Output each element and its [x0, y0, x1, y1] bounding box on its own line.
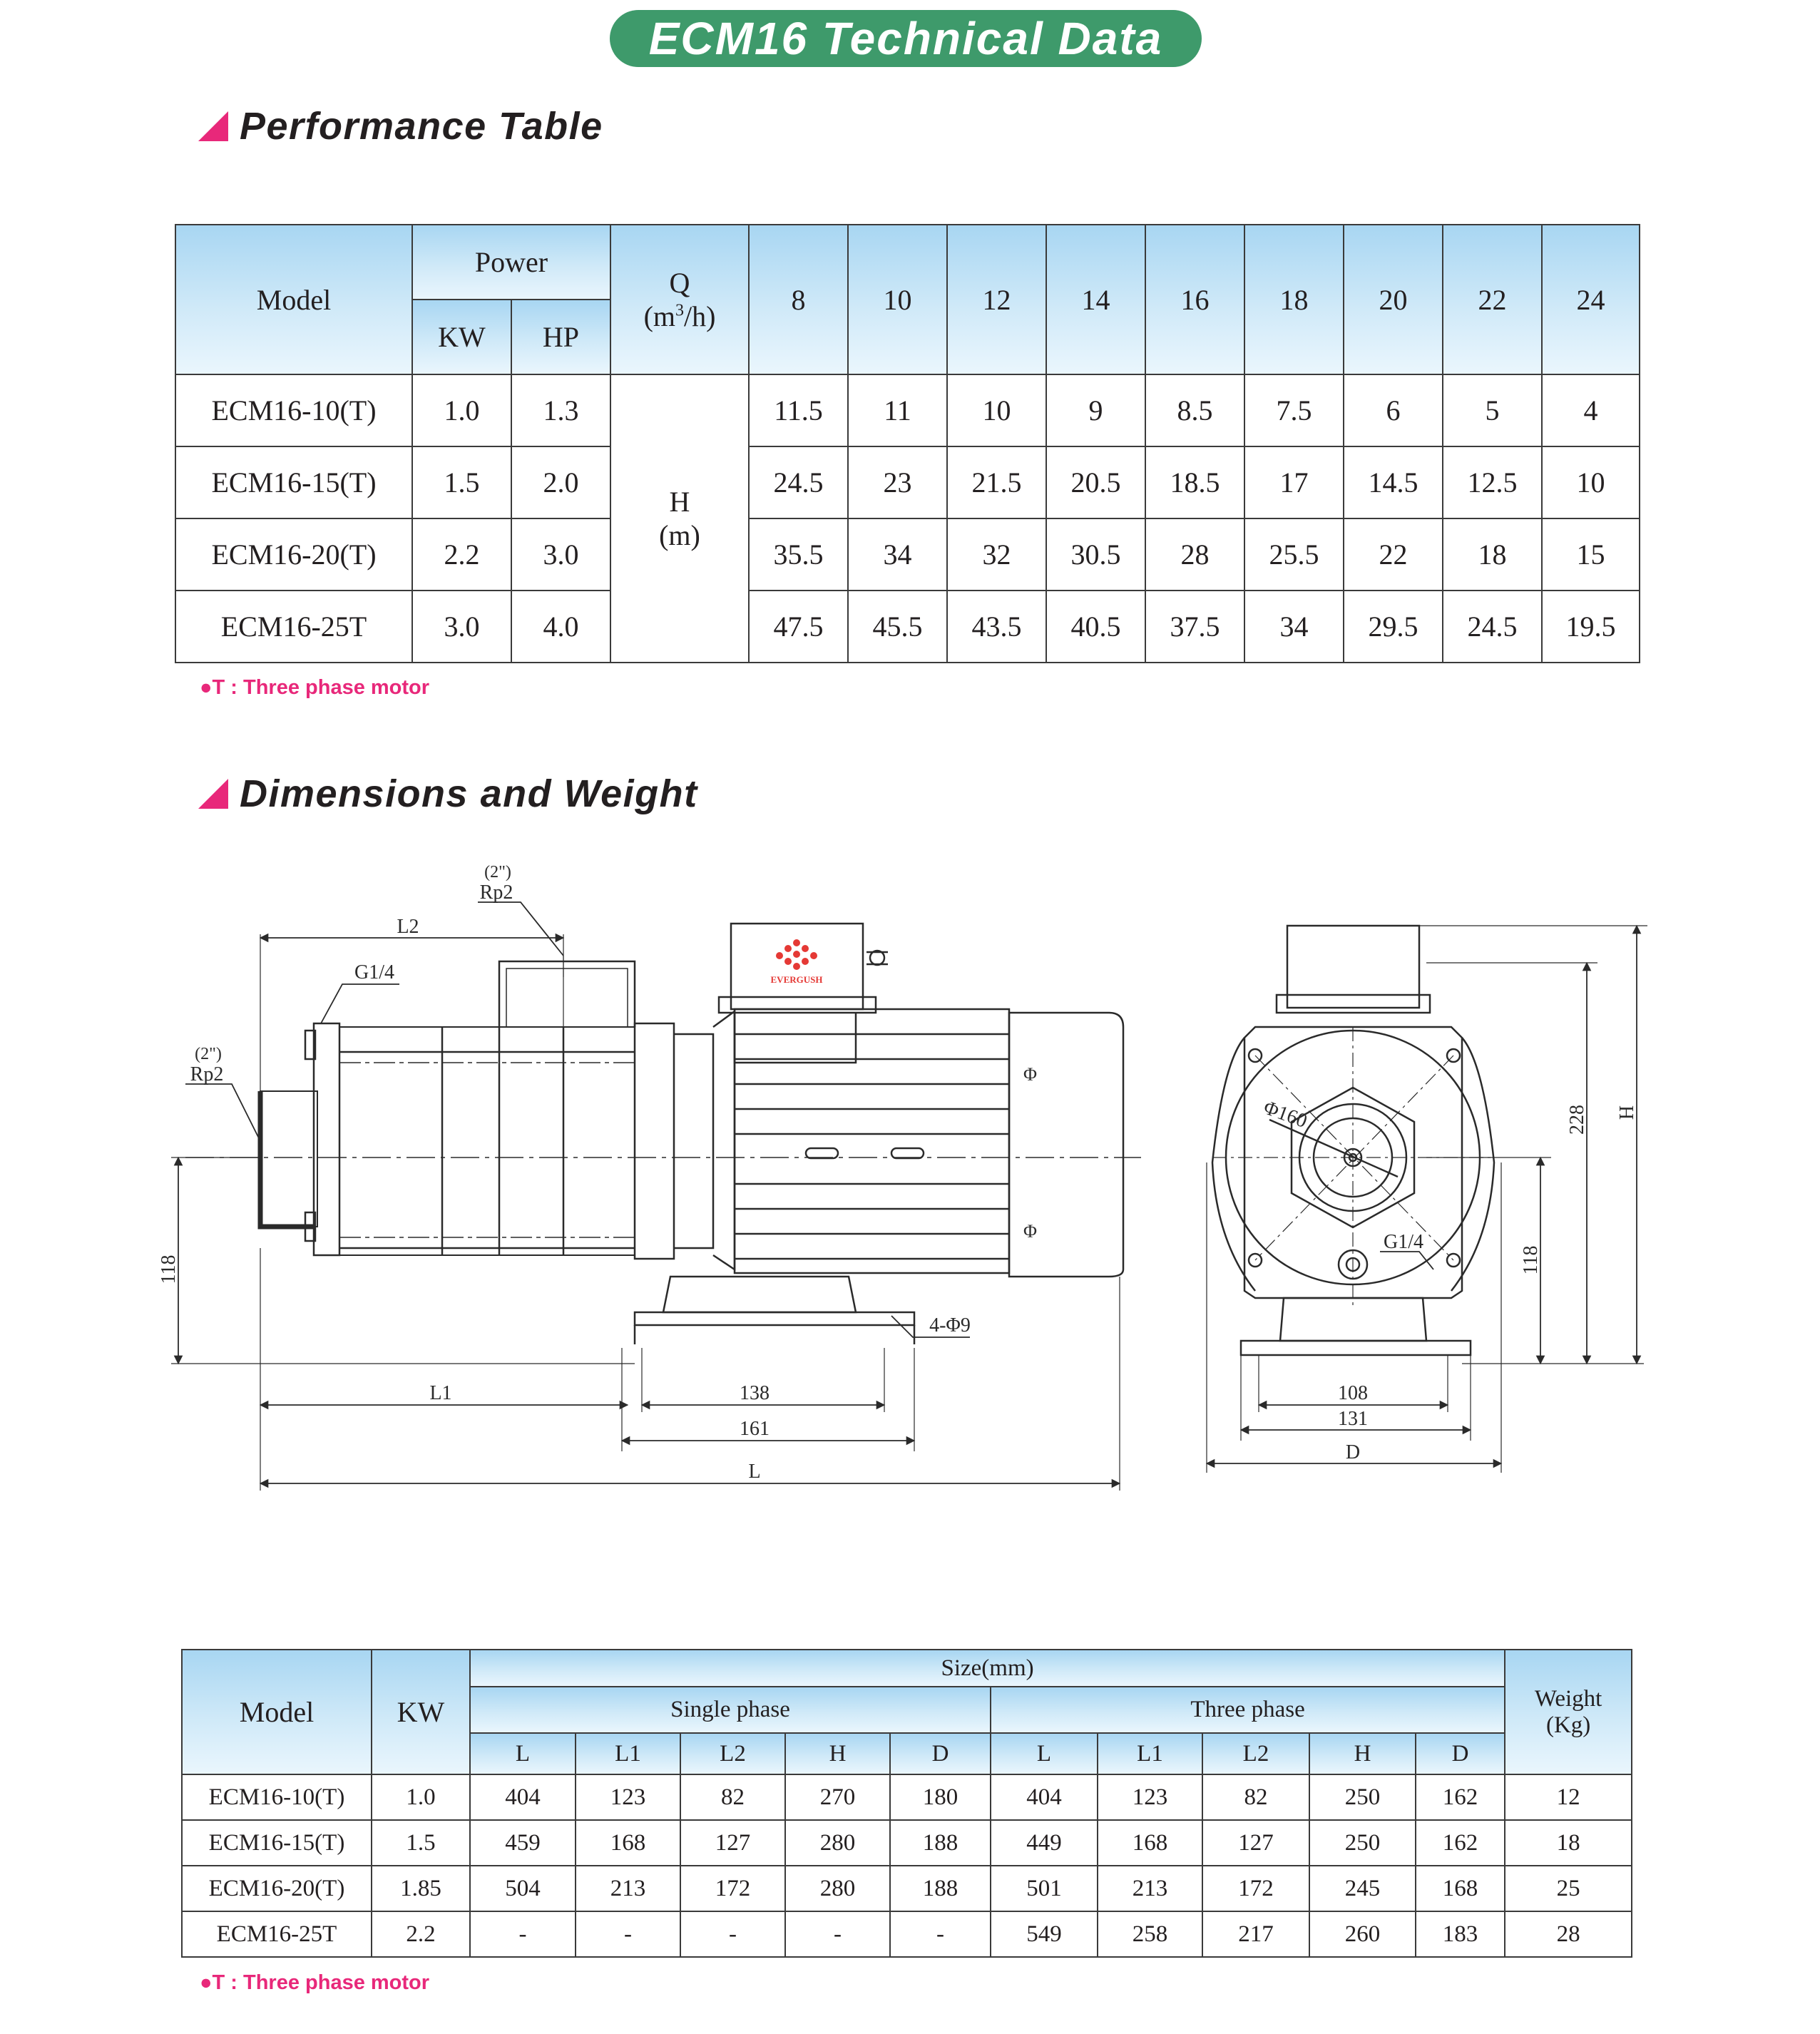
cell-head: 12.5: [1443, 446, 1542, 518]
cell-three: 250: [1309, 1774, 1416, 1820]
cell-head: 18.5: [1145, 446, 1244, 518]
header-kw: KW: [372, 1650, 470, 1774]
cell-single: 180: [890, 1774, 991, 1820]
cell-head: 24.5: [749, 446, 848, 518]
logo-dot: [784, 958, 792, 965]
cell-head: 45.5: [848, 591, 947, 663]
cell-weight: 18: [1505, 1820, 1632, 1866]
cell-three: 168: [1098, 1820, 1202, 1866]
cell-head: 47.5: [749, 591, 848, 663]
dim-108: 108: [1338, 1382, 1368, 1404]
rp2-left-size: (2"): [195, 1045, 222, 1063]
head-label: H: [669, 486, 690, 518]
cell-single: -: [470, 1911, 576, 1957]
cell-single: 213: [576, 1866, 680, 1911]
evergush-logo: [771, 939, 823, 985]
header-flow-value: 20: [1344, 225, 1443, 374]
cell-three: 217: [1202, 1911, 1309, 1957]
rp2-top-size: (2"): [484, 863, 511, 881]
header-col: L1: [1098, 1733, 1202, 1774]
header-col: L2: [1202, 1733, 1309, 1774]
header-weight: [1505, 1650, 1632, 1774]
q-unit-sup: 3: [675, 301, 684, 320]
cell-model: ECM16-10(T): [182, 1774, 372, 1820]
cell-head: 34: [1244, 591, 1344, 663]
cell-head: 7.5: [1244, 374, 1344, 446]
cell-single: 404: [470, 1774, 576, 1820]
logo-dot: [776, 952, 783, 959]
header-power: Power: [412, 225, 610, 300]
header-q-label: Q: [669, 267, 690, 299]
cell-hp: 3.0: [511, 518, 610, 591]
cell-kw: 2.2: [412, 518, 511, 591]
cell-single: 127: [680, 1820, 785, 1866]
cell-single: 504: [470, 1866, 576, 1911]
cell-head: 17: [1244, 446, 1344, 518]
cell-single: 280: [785, 1866, 890, 1911]
cell-single: -: [785, 1911, 890, 1957]
header-col: L: [470, 1733, 576, 1774]
dim-138: 138: [740, 1382, 770, 1404]
header-kw: KW: [412, 300, 511, 374]
g14-side-label: G1/4: [354, 961, 394, 983]
header-flow-value: 18: [1244, 225, 1344, 374]
cell-three: 549: [991, 1911, 1098, 1957]
cell-head: 15: [1542, 518, 1640, 591]
cell-head: 28: [1145, 518, 1244, 591]
logo-dot: [793, 963, 800, 970]
cell-weight: 28: [1505, 1911, 1632, 1957]
header-col: D: [1416, 1733, 1505, 1774]
table-row: [175, 446, 1640, 518]
logo-dot: [793, 951, 800, 958]
cell-single: -: [680, 1911, 785, 1957]
rp2-top-label: Rp2: [479, 881, 513, 904]
cell-single: 168: [576, 1820, 680, 1866]
cell-kw: 1.85: [372, 1866, 470, 1911]
q-unit-base: (m: [643, 300, 675, 332]
cell-kw: 2.2: [372, 1911, 470, 1957]
dimension-drawing: [143, 849, 1676, 1519]
header-flow-value: 10: [848, 225, 947, 374]
header-q-unit: [611, 300, 748, 333]
logo-dot: [793, 939, 800, 946]
cell-model: ECM16-15(T): [175, 446, 412, 518]
cell-kw: 1.5: [412, 446, 511, 518]
cell-head: 32: [947, 518, 1046, 591]
q-unit-tail: /h): [684, 300, 716, 332]
cell-three: 245: [1309, 1866, 1416, 1911]
g14-front-label: G1/4: [1384, 1231, 1423, 1253]
cell-head: 9: [1046, 374, 1145, 446]
header-flow: [610, 225, 749, 374]
performance-table: [175, 224, 1640, 663]
header-flow-value: 24: [1542, 225, 1640, 374]
header-col: L: [991, 1733, 1098, 1774]
cell-kw: 1.5: [372, 1820, 470, 1866]
cell-three: 501: [991, 1866, 1098, 1911]
cell-three: 449: [991, 1820, 1098, 1866]
cell-model: ECM16-20(T): [182, 1866, 372, 1911]
cell-single: 459: [470, 1820, 576, 1866]
section-title-performance: Performance Table: [240, 105, 603, 148]
table-row: [182, 1911, 1632, 1957]
header-col: L2: [680, 1733, 785, 1774]
cell-three: 213: [1098, 1866, 1202, 1911]
table-row: [175, 374, 1640, 446]
cell-model: ECM16-25T: [182, 1911, 372, 1957]
cell-head: 21.5: [947, 446, 1046, 518]
l2-label: L2: [397, 916, 419, 938]
cell-head: 29.5: [1344, 591, 1443, 663]
cell-head: 24.5: [1443, 591, 1542, 663]
cell-head: 11: [848, 374, 947, 446]
page-title-banner: [610, 10, 1202, 67]
header-flow-value: 22: [1443, 225, 1542, 374]
cell-single: 270: [785, 1774, 890, 1820]
dim-161: 161: [740, 1418, 770, 1440]
cell-three: 82: [1202, 1774, 1309, 1820]
header-col: L1: [576, 1733, 680, 1774]
cell-hp: 4.0: [511, 591, 610, 663]
cell-three: 250: [1309, 1820, 1416, 1866]
cell-head: 5: [1443, 374, 1542, 446]
cell-kw: 1.0: [372, 1774, 470, 1820]
header-flow-value: 8: [749, 225, 848, 374]
cell-weight: 12: [1505, 1774, 1632, 1820]
table-row: [182, 1774, 1632, 1820]
header-model: Model: [182, 1650, 372, 1774]
cell-three: 258: [1098, 1911, 1202, 1957]
cell-head: 35.5: [749, 518, 848, 591]
svg-text:Φ: Φ: [1023, 1064, 1038, 1085]
cell-weight: 25: [1505, 1866, 1632, 1911]
header-model: Model: [175, 225, 412, 374]
cell-head: 23: [848, 446, 947, 518]
cell-kw: 3.0: [412, 591, 511, 663]
cell-three: 162: [1416, 1774, 1505, 1820]
phi160-label: Φ160: [1260, 1096, 1310, 1133]
cell-single: 188: [890, 1866, 991, 1911]
cell-three: 127: [1202, 1820, 1309, 1866]
svg-text:Φ: Φ: [1023, 1221, 1038, 1242]
header-col: H: [1309, 1733, 1416, 1774]
cell-three: 183: [1416, 1911, 1505, 1957]
cell-head: 14.5: [1344, 446, 1443, 518]
cell-head: 34: [848, 518, 947, 591]
cell-single: 123: [576, 1774, 680, 1820]
cell-model: ECM16-10(T): [175, 374, 412, 446]
logo-dot: [802, 958, 809, 965]
header-single-phase: Single phase: [470, 1687, 991, 1733]
cell-three: 162: [1416, 1820, 1505, 1866]
section-heading-dimensions: [198, 769, 698, 819]
cell-model: ECM16-15(T): [182, 1820, 372, 1866]
logo-dot: [784, 945, 792, 952]
table-row: [182, 1820, 1632, 1866]
cell-head: 20.5: [1046, 446, 1145, 518]
logo-text: EVERGUSH: [770, 974, 823, 985]
cell-single: 172: [680, 1866, 785, 1911]
three-phase-note: ●T : Three phase motor: [200, 676, 430, 699]
dim-131: 131: [1338, 1408, 1368, 1430]
l1-label: L1: [429, 1382, 452, 1404]
head-unit: (m): [659, 519, 700, 551]
pump-front-view: [1212, 926, 1494, 1355]
cell-head: 6: [1344, 374, 1443, 446]
cell-single: -: [576, 1911, 680, 1957]
header-flow-value: 14: [1046, 225, 1145, 374]
dimensions-table: [181, 1649, 1632, 1958]
cell-head: 11.5: [749, 374, 848, 446]
cell-head: 10: [947, 374, 1046, 446]
dim-228: 228: [1566, 1105, 1588, 1135]
page-title: ECM16 Technical Data: [648, 13, 1163, 64]
cell-three: 168: [1416, 1866, 1505, 1911]
three-phase-note-bottom: ●T : Three phase motor: [200, 1971, 430, 1994]
logo-dot: [810, 952, 817, 959]
cell-head: 18: [1443, 518, 1542, 591]
cell-head: 10: [1542, 446, 1640, 518]
cell-head: 19.5: [1542, 591, 1640, 663]
header-flow-value: 12: [947, 225, 1046, 374]
cell-head: 4: [1542, 374, 1640, 446]
cell-kw: 1.0: [412, 374, 511, 446]
cell-head: 40.5: [1046, 591, 1145, 663]
weight-unit: (Kg): [1545, 1712, 1591, 1738]
cell-three: 123: [1098, 1774, 1202, 1820]
cell-single: 188: [890, 1820, 991, 1866]
weight-label: Weight: [1534, 1685, 1602, 1712]
h-label: H: [1616, 1105, 1638, 1120]
cell-single: -: [890, 1911, 991, 1957]
cell-head: 25.5: [1244, 518, 1344, 591]
header-three-phase: Three phase: [991, 1687, 1505, 1733]
d-label: D: [1345, 1441, 1361, 1463]
logo-dot: [802, 945, 809, 952]
hole-label: 4-Φ9: [929, 1314, 971, 1337]
cell-head: 43.5: [947, 591, 1046, 663]
header-col: H: [785, 1733, 890, 1774]
cell-hp: 2.0: [511, 446, 610, 518]
cell-model: ECM16-25T: [175, 591, 412, 663]
cell-three: 260: [1309, 1911, 1416, 1957]
dim-118-front: 118: [1520, 1245, 1542, 1275]
header-hp: HP: [511, 300, 610, 374]
cell-head: 30.5: [1046, 518, 1145, 591]
header-size: Size(mm): [470, 1650, 1505, 1687]
table-row: [175, 591, 1640, 663]
cell-model: ECM16-20(T): [175, 518, 412, 591]
front-dimension-lines: [1207, 926, 1647, 1473]
cell-single: 280: [785, 1820, 890, 1866]
rp2-left-label: Rp2: [190, 1063, 224, 1085]
table-row: [182, 1866, 1632, 1911]
triangle-marker-icon: [198, 779, 228, 809]
cell-head: 37.5: [1145, 591, 1244, 663]
l-label: L: [748, 1461, 761, 1483]
cell-head-label: [610, 374, 749, 663]
cell-head: 22: [1344, 518, 1443, 591]
cell-hp: 1.3: [511, 374, 610, 446]
cell-head: 8.5: [1145, 374, 1244, 446]
section-title-dimensions: Dimensions and Weight: [240, 772, 698, 815]
header-flow-value: 16: [1145, 225, 1244, 374]
cell-single: 82: [680, 1774, 785, 1820]
header-col: D: [890, 1733, 991, 1774]
table-row: [175, 518, 1640, 591]
pump-side-view: [185, 924, 1141, 1344]
dim-118-side: 118: [158, 1254, 180, 1284]
cell-three: 172: [1202, 1866, 1309, 1911]
triangle-marker-icon: [198, 111, 228, 141]
cell-three: 404: [991, 1774, 1098, 1820]
section-heading-performance: [198, 101, 603, 151]
